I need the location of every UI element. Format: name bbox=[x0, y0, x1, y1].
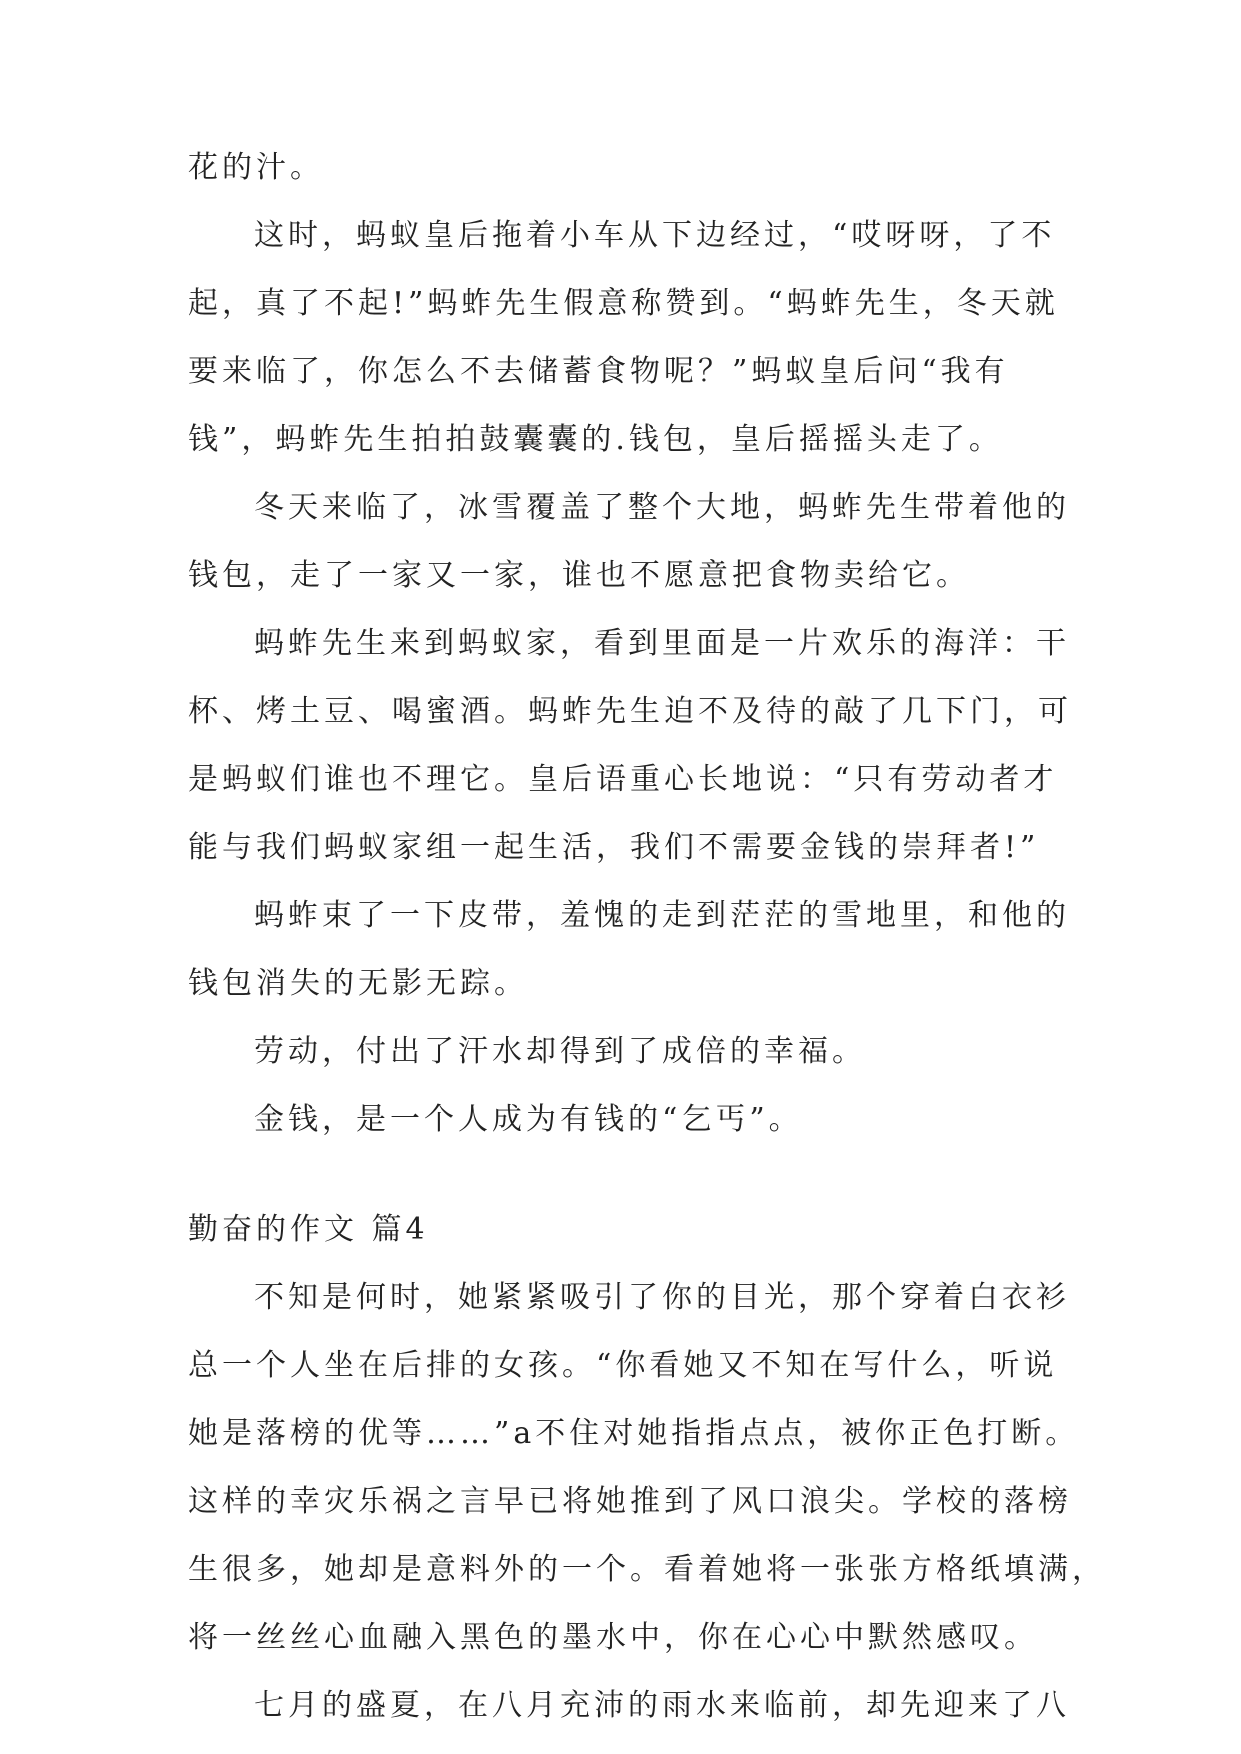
text-line: 不知是何时，她紧紧吸引了你的目光，那个穿着白衣衫 bbox=[254, 1280, 1070, 1315]
text-line: 劳动，付出了汗水却得到了成倍的幸福。 bbox=[254, 1034, 866, 1069]
text-line: 这时，蚂蚁皇后拖着小车从下边经过，“哎呀呀，了不 bbox=[254, 218, 1056, 253]
text-line: 杯、烤土豆、喝蜜酒。蚂蚱先生迫不及待的敲了几下门，可 bbox=[188, 694, 1072, 729]
text-line: 钱包，走了一家又一家，谁也不愿意把食物卖给它。 bbox=[188, 558, 970, 593]
text-line: 是蚂蚁们谁也不理它。皇后语重心长地说：“只有劳动者才 bbox=[188, 762, 1058, 797]
text-line: 蚂蚱束了一下皮带，羞愧的走到茫茫的雪地里，和他的 bbox=[254, 898, 1070, 933]
text-line: 七月的盛夏，在八月充沛的雨水来临前，却先迎来了八 bbox=[254, 1688, 1070, 1723]
section-heading: 勤奋的作文 篇4 bbox=[188, 1212, 429, 1247]
text-line: 钱”，蚂蚱先生拍拍鼓囊囊的.钱包，皇后摇摇头走了。 bbox=[188, 422, 1003, 457]
text-line: 要来临了，你怎么不去储蓄食物呢？”蚂蚁皇后问“我有 bbox=[188, 354, 1009, 389]
text-line: 蚂蚱先生来到蚂蚁家，看到里面是一片欢乐的海洋：干 bbox=[254, 626, 1070, 661]
text-line: 金钱，是一个人成为有钱的“乞丐”。 bbox=[254, 1102, 803, 1137]
text-line: 起，真了不起!”蚂蚱先生假意称赞到。“蚂蚱先生，冬天就 bbox=[188, 286, 1059, 321]
text-line: 她是落榜的优等……”a不住对她指指点点，被你正色打断。 bbox=[188, 1416, 1080, 1451]
text-line: 钱包消失的无影无踪。 bbox=[188, 966, 528, 1001]
text-line: 花的汁。 bbox=[188, 150, 324, 185]
text-line: 总一个人坐在后排的女孩。“你看她又不知在写什么，听说 bbox=[188, 1348, 1058, 1383]
text-line: 这样的幸灾乐祸之言早已将她推到了风口浪尖。学校的落榜 bbox=[188, 1484, 1072, 1519]
text-line: 能与我们蚂蚁家组一起生活，我们不需要金钱的崇拜者!” bbox=[188, 830, 1040, 865]
text-line: 冬天来临了，冰雪覆盖了整个大地，蚂蚱先生带着他的 bbox=[254, 490, 1070, 525]
text-line: 生很多，她却是意料外的一个。看着她将一张张方格纸填满， bbox=[188, 1552, 1106, 1587]
text-line: 将一丝丝心血融入黑色的墨水中，你在心心中默然感叹。 bbox=[188, 1620, 1038, 1655]
